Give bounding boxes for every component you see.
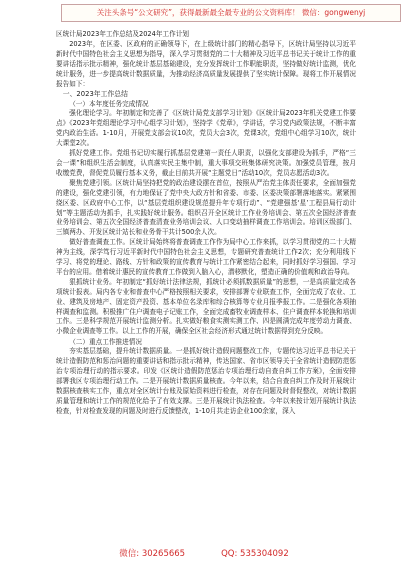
- subsection-heading-2: （二）重点工作推进情况: [69, 338, 142, 347]
- footer-wechat: 微信: 30265665: [119, 549, 186, 559]
- paragraph-party-building: 抓好党建工作。党组书记切实履行抓基层党建第一责任人职责，以强化支部建设为抓手，严格“三会一课”和组织生活会制度，认真落实民主集中制，重大事项交班集体研究决策。加强党员管理，按月收缴党费，督促党员履行基本义务，截止目前共开展“主题党日”活动10次，党员志愿活动3次。: [56, 149, 356, 177]
- paragraph-survey-work: 做好普查调查工作。区统计局始终将普查调查工作作为局中心工作来抓，以学习贯彻党的二十大精神为主线，深学笃行习近平新时代中国特色社会主义思想，专题研究普查统计工作2次；充分利用线下学习、将党的理论、路线、方针和政策的宣传教育与统计工作紧密结合起来，同时抓好学习强国、学习平台的应用。借着统计惠民的宣传教育工作做到入脑入心，潜移默化，塑造正确的价值观和政治导向。: [56, 238, 356, 276]
- contact-footer: [0, 548, 408, 560]
- paragraph-statistics-business: 狠抓统计业务。年初制定“抓好统计法律法规，抓统计必须抓数据质量”的思想，一是高质量完成各项统计报表。局内各专业和普查中心严格按照相关要求，安排部署专业联查工作，全面完成了农业、工业、建筑及房地产、固定资产投资、基本单位名录库和综合核算等专业月报季报工作。二是强化各项抽样调查和监测。积极推广住户调查电子记账工作，全面完成畜牧业调查样本、住户调查样本轮换和培训工作。三是科学规范开展统计监测分析。扎实做好粮食实测实测工作、四是圆满完成年度劳动力调查、小微企业调查等工作。以上工作的开展，确保全区社会经济形式通过统计数据得到充分反映。: [56, 277, 356, 336]
- footer-qq: QQ: 535304092: [221, 549, 289, 559]
- document-body: [56, 30, 356, 417]
- intro-paragraph: 2023年，在区委、区政府的正确领导下，在上级统计部门的精心指导下，区统计局坚持以习近平新时代中国特色社会主义思想为指导，深入学习贯彻党的二十大精神及习近平总书记关于统计工作的重要讲话指示批示精神，强化统计基层基础建设，充分发挥统计工作职能职责，坚持做好统计监测，优化统计服务，进一步提高统计数据质量，为推动经济高质量发展提供了坚实统计保障。现将工作开展情况报告如下：: [56, 39, 356, 88]
- paragraph-data-quality: 夯实基层基础，提升统计数据质量。一是抓好统计造假问题整改工作，专题传达习近平总书记关于统计造假防范和惩治问题的重要讲话和指示批示精神，传达国家、省市区领导关于全省统计造假防范惩治专项治理行动的指示要求。印发《区统计造假防范惩治专项治理行动自查自纠工作方案》，全面安排部署我区专项治理行动工作。二是开展统计数据质量核查。今年以来，结合自查自纠工作及时开展统计数据核查核实工作，重点对全区统计台账及原始资料进行检查，对存在问题及时督促整改，对统计数据质量管理和统计工作的规范化给予了有效支撑。三是开展统计执法检查。今年以来按计划开展统计执法检查，针对检查发现的问题及时进行反馈整改，1-10月共走访企业100余家，深入: [56, 347, 356, 415]
- subsection-heading: （一）本年度任务完成情况: [69, 100, 149, 109]
- paragraph-theory-study: 强化理论学习。年初制定和完善了《区统计局党支部学习计划》《区统计局2023年机关党建工作要点》《2023年党组理论学习中心组学习计划》，坚持学《党章》，学讲话，学习党内政策法规，不断丰富党内政治生活。1-10月，开展党支部会议10次，党员大会3次，党课3次，党组中心组学习10次，统计大课堂2次。: [56, 109, 356, 148]
- paragraph-party-lead: 聚焦党建引领。区统计局坚持把党的政治建设摆在首位，按照从严治党主体责任要求，全面加强党的建设，强化党建引领，有力地保证了党中央大政方针和省委、市委、区委决策部署落地落实。紧紧围绕区委、区政府中心工作，以“基层党组织建设规范提升年专项行动”、“党建强基‘星’工程县局行动计划”等主题活动为抓手，扎实践好统计服务。组织召开全区统计工作业务培训会、第五次全国经济普查业务培训会、第五次全国经济普查清查业务培训会议、人口变动抽样调查工作培训会。培训区级部门、三镇两办、开发区统计站长和业务骨干共计500余人次。: [56, 178, 356, 237]
- promo-banner: 关注头条号“公文研究”，获得最新最全最专业的公文资料库！ 微信：gongwenyj: [61, 4, 401, 22]
- section-heading: 一、2023年工作总结: [62, 90, 128, 99]
- document-heading: 区统计局2023年工作总结及2024年工作计划: [56, 30, 189, 38]
